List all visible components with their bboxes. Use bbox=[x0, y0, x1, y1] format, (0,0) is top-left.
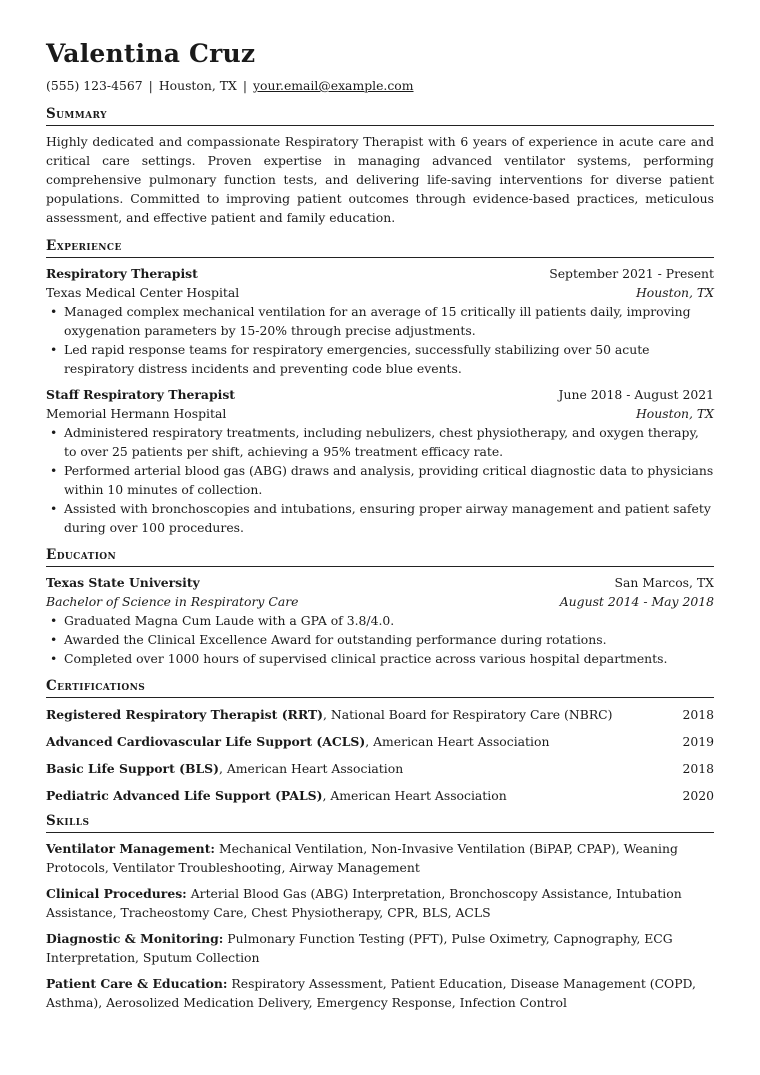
section-title-education: Education bbox=[46, 547, 714, 567]
summary-text: Highly dedicated and compassionate Respiratory Therapist with 6 years of experience in acute care and critical care settings. Proven expertise in managing advanced ventilator systems, performing comprehensive pulmonary function tests, and delivering life-saving interventions for diverse patient populations. Committed to improving patient outcomes through evidence-based practices, meticulous assessment, and effective patient and family education. bbox=[46, 134, 714, 225]
list-item: • Assisted with bronchoscopies and intubations, ensuring proper airway management and patient safety during over 100 procedures. bbox=[46, 499, 714, 537]
certification-item bbox=[46, 732, 714, 751]
certification-year: 2018 bbox=[682, 707, 714, 722]
phone-number: (555) 123-4567 bbox=[46, 78, 143, 93]
school-name: Texas State University bbox=[46, 575, 200, 590]
email-link[interactable]: your.email@example.com bbox=[253, 78, 414, 93]
section-title-certifications: Certifications bbox=[46, 678, 714, 698]
job-entry bbox=[46, 264, 714, 378]
certification-name: Basic Life Support (BLS) bbox=[46, 761, 219, 776]
section-title-skills: Skills bbox=[46, 813, 714, 833]
list-item: • Awarded the Clinical Excellence Award for outstanding performance during rotations. bbox=[46, 630, 714, 649]
job-employer: Memorial Hermann Hospital bbox=[46, 406, 227, 421]
section-title-summary: Summary bbox=[46, 106, 714, 126]
education-entry bbox=[46, 573, 714, 668]
resume-page bbox=[46, 40, 714, 1019]
certification-item bbox=[46, 759, 714, 778]
education-header bbox=[46, 573, 714, 592]
list-item: • Performed arterial blood gas (ABG) draws and analysis, providing critical diagnostic data to physicians within 10 minutes of collection. bbox=[46, 461, 714, 499]
certification-name: Pediatric Advanced Life Support (PALS) bbox=[46, 788, 323, 803]
certification-name: Advanced Cardiovascular Life Support (ACLS) bbox=[46, 734, 366, 749]
job-entry bbox=[46, 385, 714, 537]
list-item: • Administered respiratory treatments, including nebulizers, chest physiotherapy, and oxygen therapy, to over 25 patients per shift, achieving a 95% treatment efficacy rate. bbox=[46, 423, 714, 461]
certification-item bbox=[46, 786, 714, 805]
job-header bbox=[46, 385, 714, 404]
certification-name: Registered Respiratory Therapist (RRT) bbox=[46, 707, 324, 722]
education-dates: August 2014 - May 2018 bbox=[559, 594, 714, 609]
list-item: • Led rapid response teams for respiratory emergencies, successfully stabilizing over 50 acute respiratory distress incidents and preventing code blue events. bbox=[46, 340, 714, 378]
job-role: Staff Respiratory Therapist bbox=[46, 387, 236, 402]
job-employer: Texas Medical Center Hospital bbox=[46, 285, 240, 300]
certification-issuer: , National Board for Respiratory Care (NBRC) bbox=[323, 707, 613, 722]
candidate-name: Valentina Cruz bbox=[46, 39, 256, 68]
skills-list bbox=[46, 839, 714, 1012]
certification-item bbox=[46, 705, 714, 724]
skill-text: Mechanical Ventilation, Non-Invasive Ventilation (BiPAP, CPAP), Weaning Protocols, Ventilator Troubleshooting, Airway Management bbox=[46, 841, 678, 875]
list-item: • Managed complex mechanical ventilation for an average of 15 critically ill patients daily, improving oxygenation parameters by 15-20% through precise adjustments. bbox=[46, 302, 714, 340]
section-title-experience: Experience bbox=[46, 238, 714, 258]
job-bullets bbox=[46, 302, 714, 378]
skill-label: Patient Care & Education: bbox=[46, 976, 228, 991]
job-subheader bbox=[46, 404, 714, 423]
skill-label: Diagnostic & Monitoring: bbox=[46, 931, 224, 946]
certification-issuer: , American Heart Association bbox=[365, 734, 550, 749]
certification-year: 2019 bbox=[682, 734, 714, 749]
separator: | bbox=[242, 78, 248, 93]
certification-issuer: , American Heart Association bbox=[218, 761, 404, 776]
contact-line bbox=[46, 78, 714, 94]
skill-text: Arterial Blood Gas (ABG) Interpretation, Bronchoscopy Assistance, Intubation Assistance, Tracheostomy Care, Chest Physiotherapy, CPR, BLS, ACLS bbox=[46, 886, 682, 920]
certifications-list bbox=[46, 705, 714, 805]
certification-year: 2020 bbox=[682, 788, 714, 803]
skill-group bbox=[46, 884, 714, 922]
job-dates: June 2018 - August 2021 bbox=[558, 387, 714, 402]
job-bullets bbox=[46, 423, 714, 537]
skill-group bbox=[46, 839, 714, 877]
job-dates: September 2021 - Present bbox=[549, 266, 714, 281]
job-subheader bbox=[46, 283, 714, 302]
job-role: Respiratory Therapist bbox=[46, 266, 198, 281]
certification-year: 2018 bbox=[682, 761, 714, 776]
degree: Bachelor of Science in Respiratory Care bbox=[46, 594, 299, 609]
location: Houston, TX bbox=[158, 78, 237, 93]
skill-text: Respiratory Assessment, Patient Education, Disease Management (COPD, Asthma), Aerosolized Medication Delivery, Emergency Response, Infection Control bbox=[46, 976, 696, 1010]
job-header bbox=[46, 264, 714, 283]
skill-text: Pulmonary Function Testing (PFT), Pulse Oximetry, Capnography, ECG Interpretation, Sputum Collection bbox=[46, 931, 673, 965]
school-location: San Marcos, TX bbox=[614, 575, 714, 590]
job-location: Houston, TX bbox=[636, 285, 714, 300]
certification-issuer: , American Heart Association bbox=[322, 788, 507, 803]
job-location: Houston, TX bbox=[636, 406, 714, 421]
separator: | bbox=[148, 78, 153, 93]
skill-group bbox=[46, 929, 714, 967]
skill-label: Ventilator Management: bbox=[46, 841, 215, 856]
list-item: • Completed over 1000 hours of supervised clinical practice across various hospital departments. bbox=[46, 649, 714, 668]
education-bullets bbox=[46, 611, 714, 668]
list-item: • Graduated Magna Cum Laude with a GPA of 3.8/4.0. bbox=[46, 611, 714, 630]
skill-label: Clinical Procedures: bbox=[46, 886, 187, 901]
education-subheader bbox=[46, 592, 714, 611]
skill-group bbox=[46, 974, 714, 1012]
